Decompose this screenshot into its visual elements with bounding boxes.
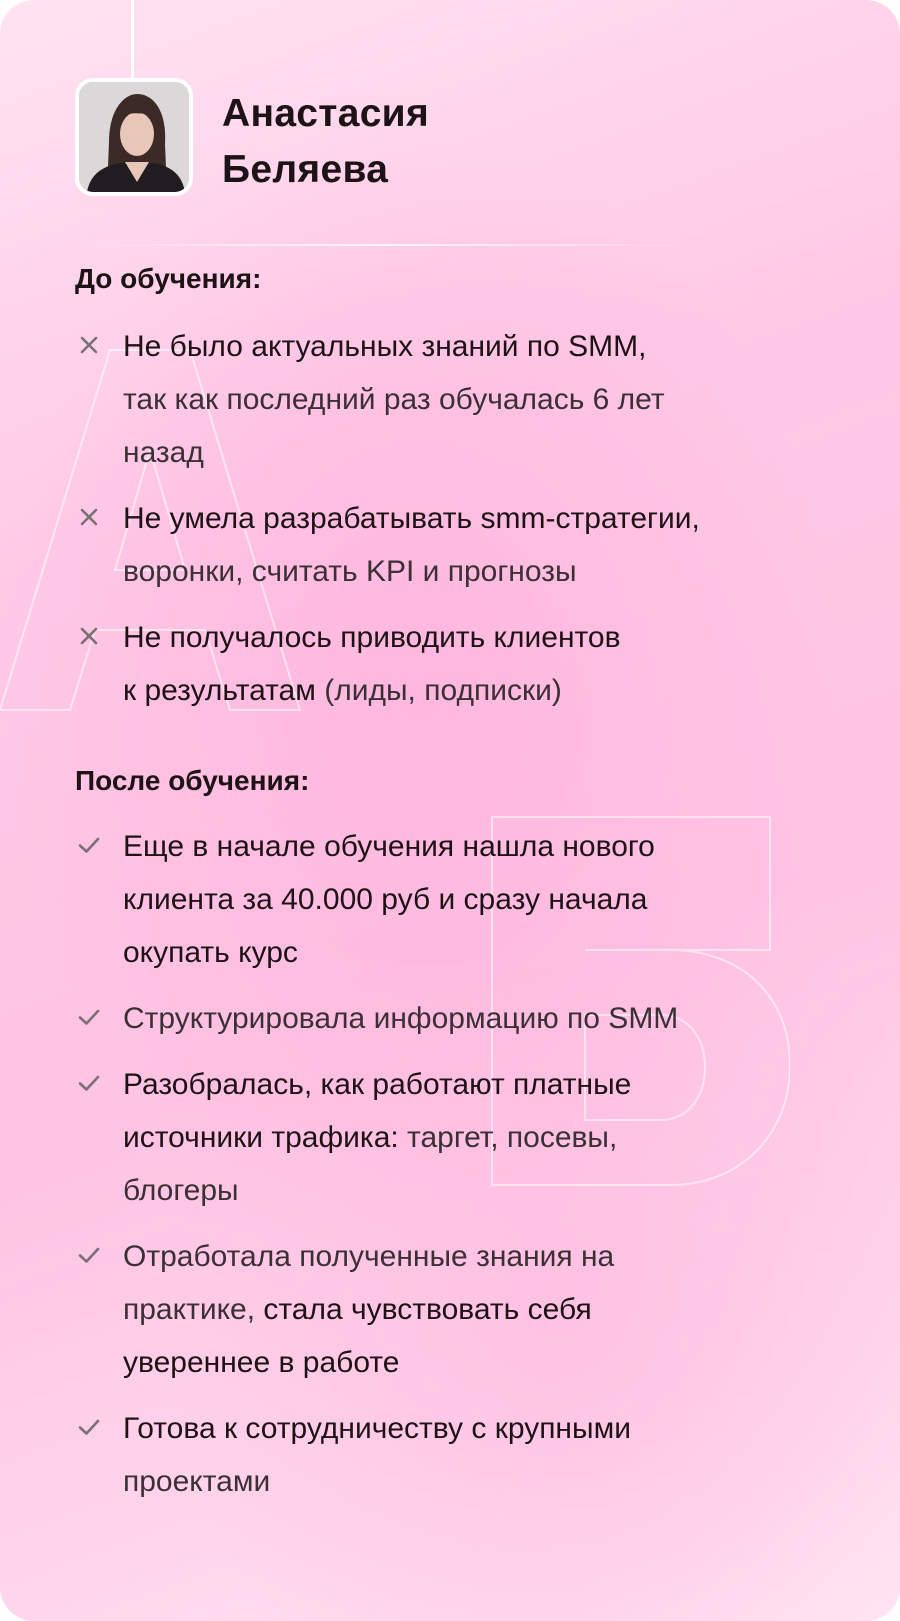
text-line [123,426,875,479]
text-line [123,492,875,545]
text-segment: таргет, посевы, [398,1121,618,1154]
list-item-text [123,992,875,1045]
list-item-text [123,1058,875,1217]
list-item-text [123,1402,875,1508]
check-icon [77,1415,101,1439]
text-line [123,1058,875,1111]
text-line [123,1230,875,1283]
text-segment: практике, [123,1293,264,1326]
text-segment: назад [123,436,204,469]
text-line [123,1336,875,1389]
x-icon [77,333,101,357]
text-line [123,1402,875,1455]
text-segment: Еще в начале обучения нашла нового [123,830,655,863]
text-segment: Отработала полученные знания на [123,1240,615,1273]
before-title: До обучения: [75,263,262,294]
text-segment: Готова к сотрудничеству с крупными [123,1412,631,1445]
text-line [123,320,875,373]
person-name [222,86,429,198]
list-item [75,1230,875,1389]
person-photo-icon [79,82,189,192]
list-item [75,992,875,1045]
text-segment: Структурировала информацию по SMM [123,1002,679,1035]
text-segment: Не было актуальных знаний по SMM, [123,330,647,363]
text-segment: увереннее в работе [123,1346,400,1379]
text-segment: Не умела разрабатывать smm-стратегии, [123,502,700,535]
list-item-text [123,1230,875,1389]
check-icon [77,1071,101,1095]
list-item [75,492,875,598]
check-icon [77,833,101,857]
x-icon [77,505,101,529]
check-icon [77,1005,101,1029]
text-line [123,664,875,717]
text-line [123,1455,875,1508]
list-item-text [123,820,875,979]
text-segment: к результатам [123,674,316,707]
text-segment: Разобралась, как работают платные [123,1068,632,1101]
list-item [75,320,875,479]
text-line [123,926,875,979]
text-line [123,1111,875,1164]
last-name: Беляева [222,148,389,191]
text-line [123,373,875,426]
text-segment: проектами [123,1465,271,1498]
text-line [123,545,875,598]
text-segment: так как последний раз обучалась 6 лет [123,383,665,416]
text-line [123,1164,875,1217]
text-segment: стала чувствовать себя [263,1293,592,1326]
text-segment: Не получалось приводить клиентов [123,621,621,654]
before-list [75,320,875,730]
list-item [75,1058,875,1217]
text-segment: клиента за 40.000 руб и сразу начала [123,883,648,916]
text-line [123,611,875,664]
divider [75,244,700,246]
after-list [75,820,875,1521]
text-segment: воронки, считать KPI и прогнозы [123,555,577,588]
text-segment: окупать курс [123,936,298,969]
avatar [75,78,193,196]
text-line [123,992,875,1045]
text-segment: источники трафика: [123,1121,399,1154]
decorative-vertical-line [131,0,134,86]
after-title: После обучения: [75,765,310,796]
list-item-text [123,320,875,479]
list-item-text [123,492,875,598]
text-segment: (лиды, подписки) [315,674,562,707]
list-item [75,1402,875,1508]
list-item [75,820,875,979]
check-icon [77,1243,101,1267]
x-icon [77,624,101,648]
list-item-text [123,611,875,717]
text-line [123,1283,875,1336]
first-name: Анастасия [222,92,430,135]
text-segment: блогеры [123,1174,239,1207]
text-line [123,820,875,873]
text-line [123,873,875,926]
list-item [75,611,875,717]
